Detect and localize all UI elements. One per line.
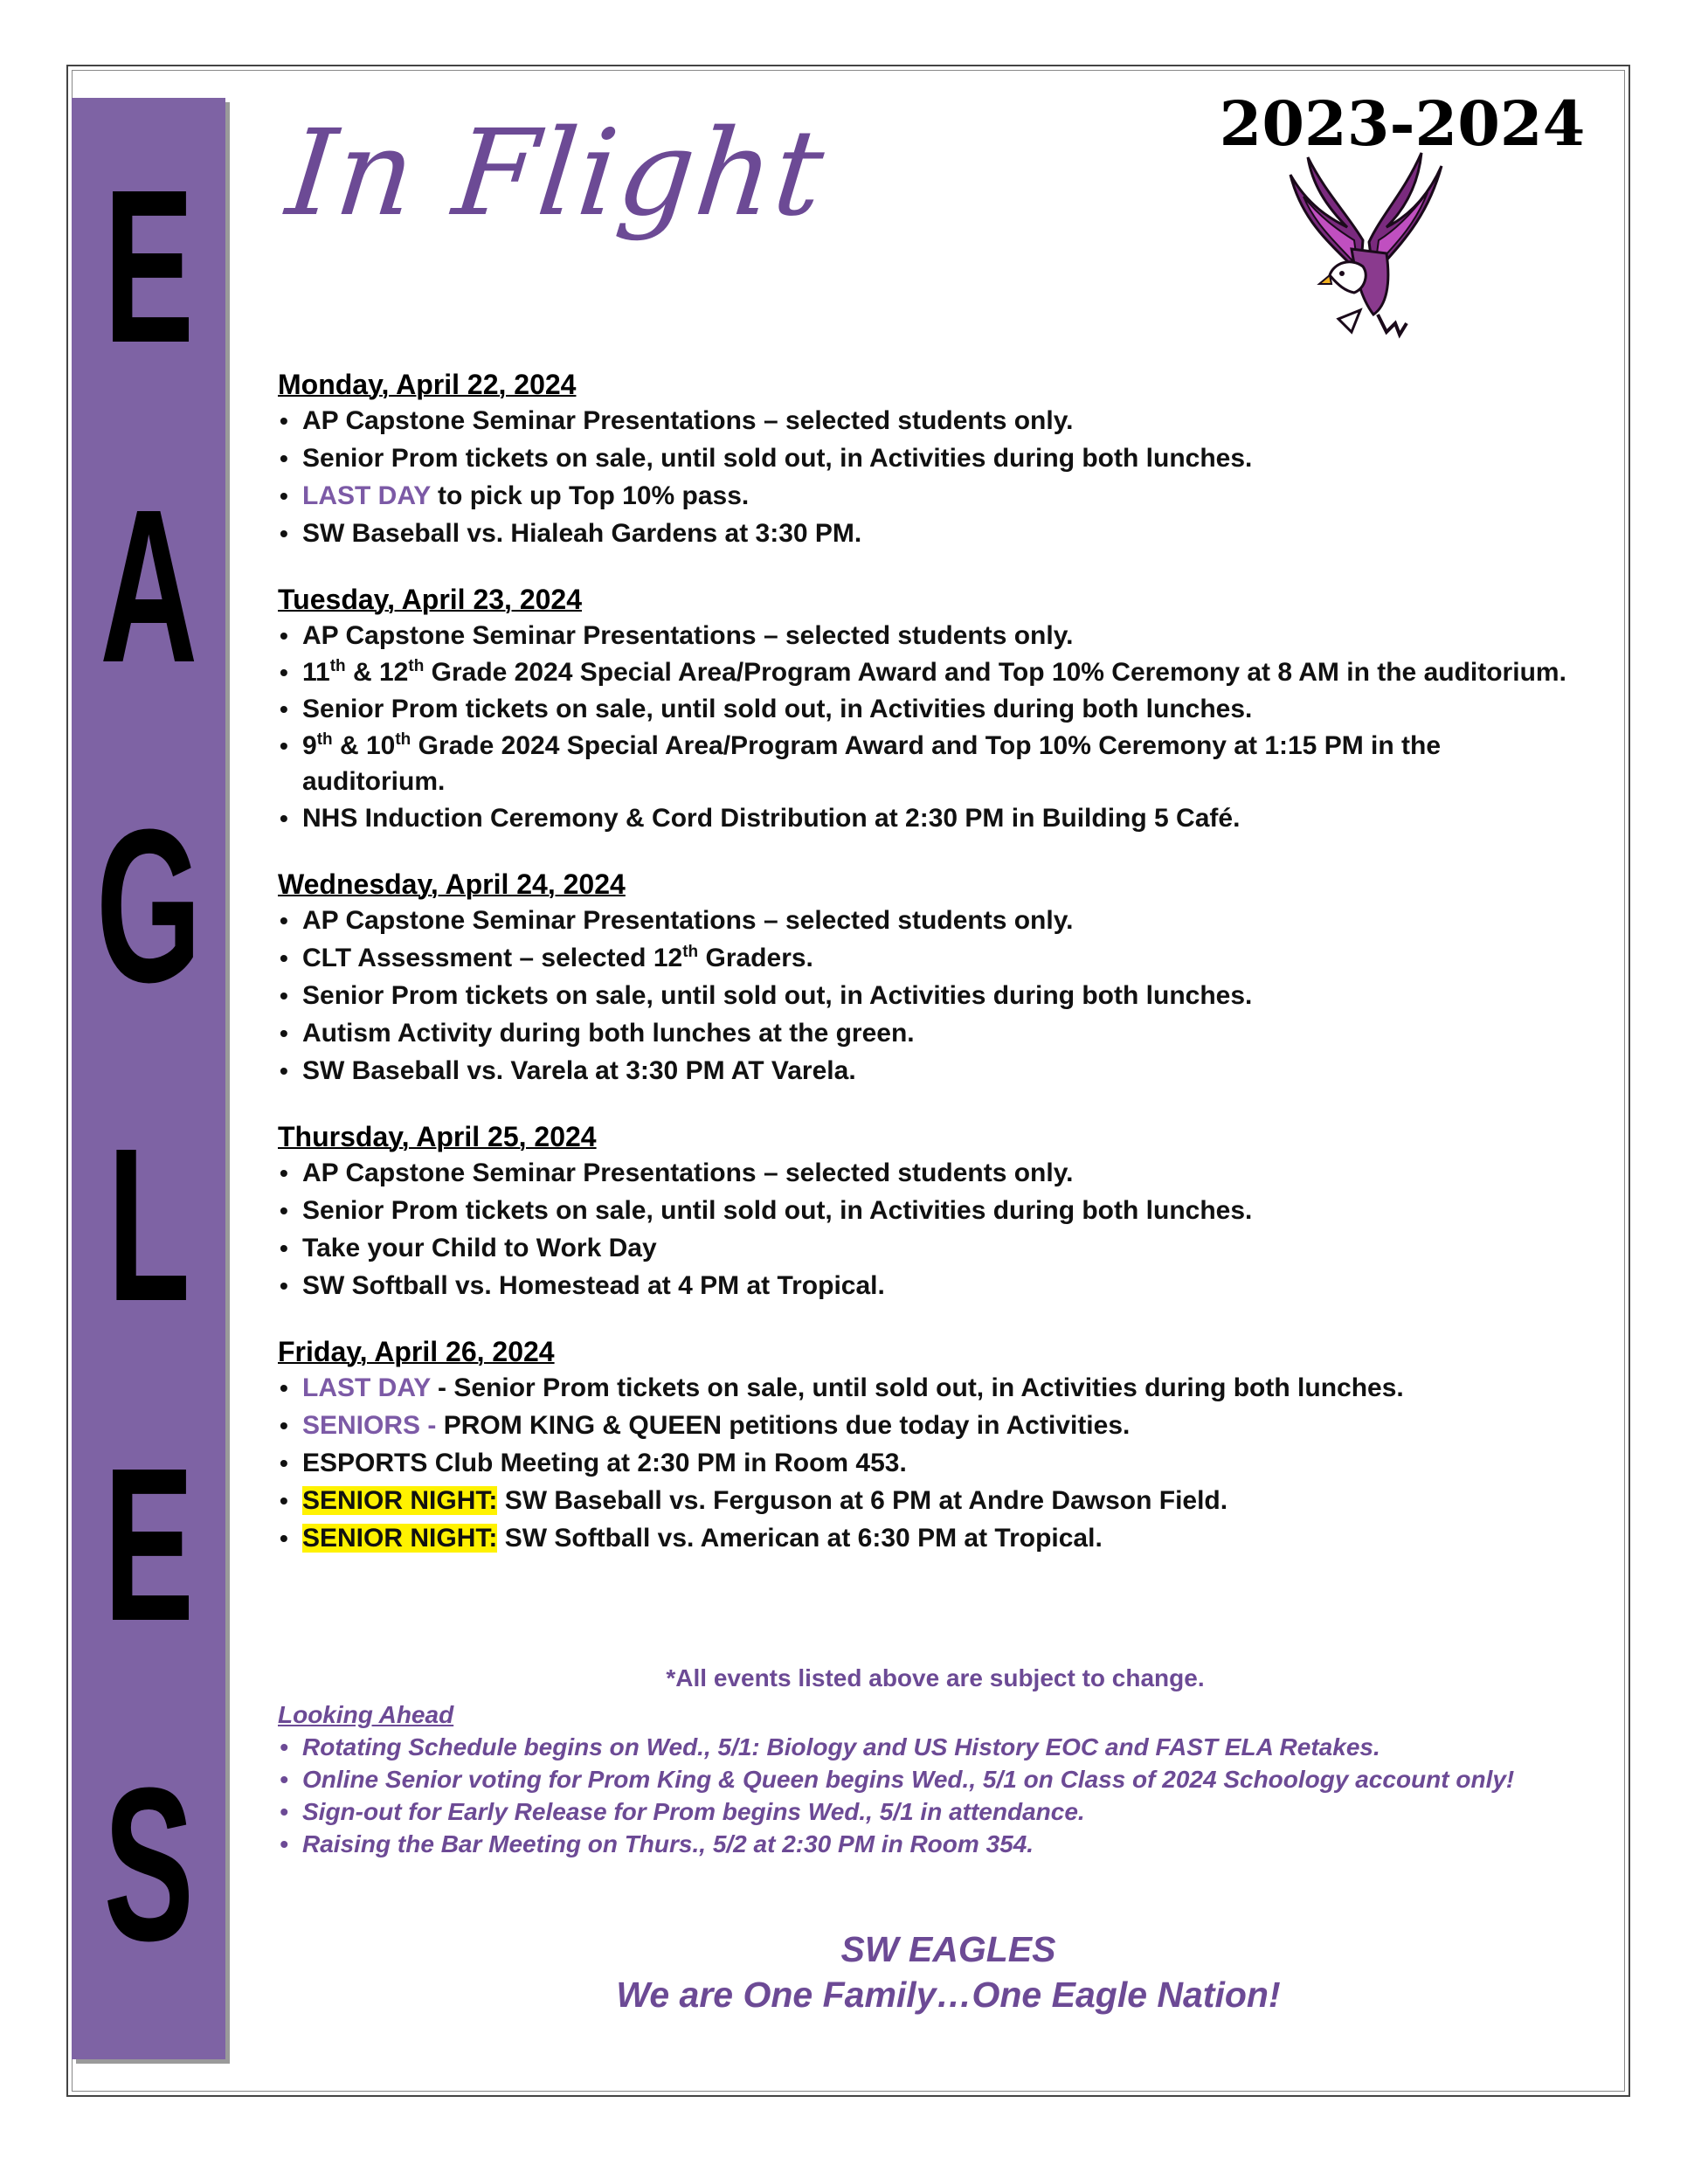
looking-ahead-section	[278, 1698, 1588, 1860]
event-item	[278, 477, 1571, 515]
event-item	[278, 1482, 1571, 1519]
day-heading: Friday, April 26, 2024	[278, 1336, 555, 1367]
banner-letter: L	[107, 1103, 190, 1347]
event-list	[278, 1154, 1571, 1304]
event-item: • AP Capstone Seminar Presentations – selected students only.	[278, 902, 1571, 939]
event-list	[278, 902, 1571, 1089]
senior-night-highlight: SENIOR NIGHT:	[302, 1486, 498, 1515]
event-item	[278, 1369, 1571, 1407]
day-heading: Monday, April 22, 2024	[278, 369, 577, 400]
day-friday	[278, 1334, 1571, 1557]
event-item	[278, 1519, 1571, 1557]
event-text: SW Softball vs. American at 6:30 PM at Tropical.	[497, 1524, 1103, 1553]
event-item: • Autism Activity during both lunches at the green.	[278, 1014, 1571, 1052]
disclaimer-note: *All events listed above are subject to change.	[666, 1664, 1205, 1691]
footer-slogan	[278, 1926, 1619, 2017]
weekly-schedule	[278, 367, 1571, 1587]
school-year: 2023-2024	[1219, 87, 1586, 160]
banner-letter: E	[103, 143, 194, 388]
event-item: • AP Capstone Seminar Presentations – selected students only.	[278, 1154, 1571, 1192]
eagle-mascot-icon	[1277, 144, 1452, 345]
event-item: • 9th & 10th Grade 2024 Special Area/Program Award and Top 10% Ceremony at 1:15 PM in the auditorium.	[278, 728, 1571, 799]
event-item: • SW Softball vs. Homestead at 4 PM at Tropical.	[278, 1267, 1571, 1304]
newsletter-title: In Flight	[280, 105, 832, 243]
banner-letter: S	[103, 1742, 194, 1987]
day-wednesday	[278, 867, 1571, 1089]
looking-ahead-item: • Online Senior voting for Prom King & Queen begins Wed., 5/1 on Class of 2024 Schoology account only!	[278, 1763, 1588, 1795]
banner-letter: A	[100, 463, 197, 708]
event-text: SW Baseball vs. Ferguson at 6 PM at Andre Dawson Field.	[497, 1486, 1228, 1515]
last-day-label: LAST DAY	[302, 481, 431, 510]
day-heading: Wednesday, April 24, 2024	[278, 868, 626, 900]
footer-motto: We are One Family…One Eagle Nation!	[616, 1975, 1281, 2015]
event-item	[278, 1407, 1571, 1444]
last-day-label: LAST DAY	[302, 1373, 431, 1402]
event-text: PROM KING & QUEEN petitions due today in Activities.	[443, 1411, 1131, 1440]
event-list	[278, 1369, 1571, 1557]
event-item: • AP Capstone Seminar Presentations – selected students only.	[278, 617, 1571, 654]
event-list	[278, 402, 1571, 552]
seniors-label: SENIORS -	[302, 1411, 444, 1440]
banner-letter: E	[103, 1422, 194, 1667]
event-text: to pick up Top 10% pass.	[430, 481, 750, 510]
event-list	[278, 617, 1571, 837]
day-tuesday	[278, 582, 1571, 837]
looking-ahead-item: • Rotating Schedule begins on Wed., 5/1: Biology and US History EOC and FAST ELA Retakes.	[278, 1731, 1588, 1763]
event-item: • Senior Prom tickets on sale, until sold out, in Activities during both lunches.	[278, 690, 1571, 728]
banner-letter: G	[95, 783, 202, 1027]
day-thursday	[278, 1119, 1571, 1304]
event-item: • CLT Assessment – selected 12th Graders.	[278, 939, 1571, 977]
event-item: • ESPORTS Club Meeting at 2:30 PM in Room 453.	[278, 1444, 1571, 1482]
day-heading: Tuesday, April 23, 2024	[278, 584, 583, 615]
day-heading: Thursday, April 25, 2024	[278, 1121, 597, 1152]
looking-ahead-item: • Sign-out for Early Release for Prom begins Wed., 5/1 in attendance.	[278, 1795, 1588, 1828]
event-item: • SW Baseball vs. Hialeah Gardens at 3:30 PM.	[278, 515, 1571, 552]
event-item: • SW Baseball vs. Varela at 3:30 PM AT Varela.	[278, 1052, 1571, 1089]
event-item: • NHS Induction Ceremony & Cord Distribution at 2:30 PM in Building 5 Café.	[278, 799, 1571, 837]
day-monday	[278, 367, 1571, 552]
event-item: • Senior Prom tickets on sale, until sold out, in Activities during both lunches.	[278, 977, 1571, 1014]
event-item: • Senior Prom tickets on sale, until sold out, in Activities during both lunches.	[278, 439, 1571, 477]
looking-ahead-heading: Looking Ahead	[278, 1701, 454, 1728]
looking-ahead-item: • Raising the Bar Meeting on Thurs., 5/2 at 2:30 PM in Room 354.	[278, 1828, 1588, 1860]
eagles-side-banner	[72, 98, 225, 2059]
event-item: • Take your Child to Work Day	[278, 1229, 1571, 1267]
event-text: - Senior Prom tickets on sale, until sold out, in Activities during both lunches.	[430, 1373, 1404, 1402]
event-item: • Senior Prom tickets on sale, until sold out, in Activities during both lunches.	[278, 1192, 1571, 1229]
looking-ahead-list	[278, 1731, 1588, 1860]
event-item: • 11th & 12th Grade 2024 Special Area/Program Award and Top 10% Ceremony at 8 AM in the auditorium.	[278, 654, 1571, 690]
senior-night-highlight: SENIOR NIGHT:	[302, 1524, 498, 1553]
event-item: • AP Capstone Seminar Presentations – selected students only.	[278, 402, 1571, 439]
footer-school: SW EAGLES	[840, 1929, 1056, 1969]
